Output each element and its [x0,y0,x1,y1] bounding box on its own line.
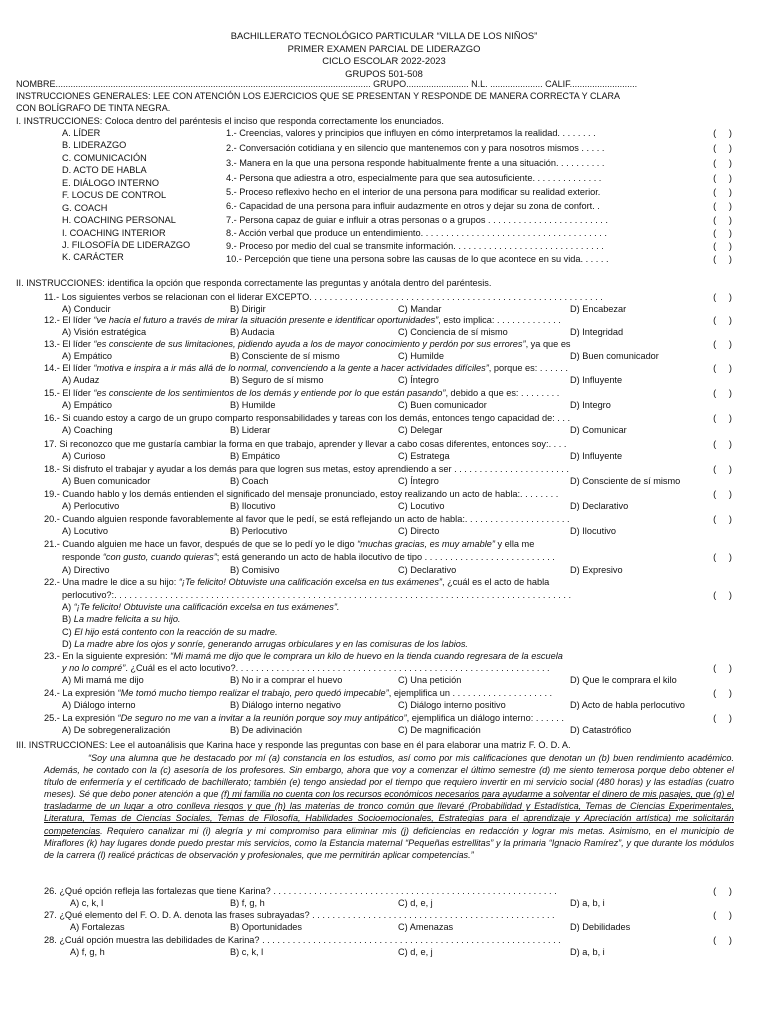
question-suffix: , debido a que es: . . . . . . . . [445,388,560,398]
section3-title: III. INSTRUCCIONES: Lee el autoanálisis que Karina hace y responde las preguntas con base en él para elaborar una matriz F. O. D. A. [16,740,571,750]
answer-option: D) Catastrófico [570,725,632,735]
statement-item: 10.- Percepción que tiene una persona sobre las causas de lo que acontece en su vida. . . . . . [226,254,609,264]
question-text: 18.- Si disfruto el trabajar y ayudar a los demás para que logren sus metas, estoy aprendiendo a ser . . . . . . . . . . . . . . . . . . . . . . . [44,464,569,474]
groups: GRUPOS 501-508 [345,67,423,79]
karina-passage [44,752,734,861]
answer-option: C) Conciencia de sí mismo [398,327,508,337]
quoted-phrase: “es consciente de los sentimientos de los demás y entiende por lo que están pasando” [93,388,446,398]
quoted-phrase: “motiva e inspira a ir más allá de lo normal, convenciendo a la gente a hacer actividades difíciles” [93,363,489,373]
answer-option: A) Perlocutivo [62,501,120,511]
term-item: J. FILOSOFÍA DE LIDERAZGO [62,240,191,250]
answer-option: B) Humilde [230,400,276,410]
quoted-phrase: “Me tomó mucho tiempo realizar el trabajo, pero quedó impecable” [117,688,389,698]
quoted-phrase: “Mi mamá me dijo que le comprara un kilo de huevo en la tienda cuando regresara de la escuela [170,651,563,661]
answer-option: B) Comisivo [230,565,280,575]
answer-option: A) Directivo [62,565,110,575]
answer-parentheses[interactable]: ( ) [713,935,732,945]
answer-option: C) De magnificación [398,725,481,735]
quoted-phrase: “muchas gracias, es muy amable” [357,539,495,549]
question-text: 20.- Cuando alguien responde favorablemente al favor que le pedí, se está reflejando un acto de habla:. . . . . . . . . . . . . . . . . . . . . [44,514,570,524]
question-suffix: , ¿cuál es el acto de habla [442,577,550,587]
answer-option: C) Íntegro [398,476,439,486]
question-prefix: 14.- El líder [44,363,94,373]
answer-option: D) a, b, i [570,947,605,957]
question-text: 16.- Si cuando estoy a cargo de un grupo comparto responsabilidades y tareas con los demás, entonces tengo capacidad de: . . . [44,413,571,423]
answer-parentheses[interactable]: ( ) [713,254,732,264]
answer-option: B) Ilocutivo [230,501,276,511]
answer-option: C) Mandar [398,304,442,314]
answer-option [62,639,468,649]
question-suffix: , esto implica: . . . . . . . . . . . . . [438,315,561,325]
answer-parentheses[interactable]: ( ) [713,187,732,197]
answer-option: A) Empático [62,351,113,361]
answer-option: D) Comunicar [570,425,627,435]
answer-option: D) Debilidades [570,922,631,932]
term-item: F. LOCUS DE CONTROL [62,190,167,200]
question-prefix: 23.- En la siguiente expresión: [44,651,171,661]
question-text: 27. ¿Qué elemento del F. O. D. A. denota las frases subrayadas? . . . . . . . . . . . . . . . . . . . . . . . . . . . . . . . . . . . . . . . . . . . . . . . . [44,910,555,920]
question-prefix: 22.- Una madre le dice a su hijo: [44,577,179,587]
quoted-phrase: “¡Te felicito! Obtuviste una calificación excelsa en tus exámenes” [178,577,442,587]
statement-item: 6.- Capacidad de una persona para influir audazmente en otros y dejar su zona de confort. . [226,201,600,211]
question-text [44,363,568,373]
answer-option: C) Humilde [398,351,444,361]
answer-option: C) Amenazas [398,922,454,932]
general-instructions-cont: CON BOLÍGRAFO DE TINTA NEGRA. [16,103,171,113]
question-text [44,688,552,698]
answer-parentheses[interactable]: ( ) [713,228,732,238]
answer-option: C) Declarativo [398,565,457,575]
answer-parentheses[interactable]: ( ) [713,215,732,225]
answer-parentheses[interactable]: ( ) [713,388,732,398]
term-item: A. LÍDER [62,128,101,138]
statement-item: 5.- Proceso reflexivo hecho en el interior de una persona para modificar su realidad exterior. [226,187,601,197]
answer-parentheses[interactable]: ( ) [713,143,732,153]
answer-parentheses[interactable]: ( ) [713,489,732,499]
option-letter: D) [62,639,75,649]
exam-header [0,30,768,80]
question-text [44,651,563,661]
student-info-line: NOMBRE.............................................................................................................................. GRUPO......................... N.L. ..................... CALIF........................... [16,79,638,89]
quoted-phrase: “es consciente de sus limitaciones, pidiendo ayuda a los de mayor conocimiento y perdón por sus errores” [93,339,526,349]
school-cycle: CICLO ESCOLAR 2022-2023 [322,55,446,66]
section2-title: II. INSTRUCCIONES: identifica la opción que responda correctamente las preguntas y anótala dentro del paréntesis. [16,278,492,288]
answer-option: A) Mi mamá me dijo [62,675,144,685]
exam-title: PRIMER EXAMEN PARCIAL DE LIDERAZGO [287,42,481,54]
question-suffix: , ejemplifica un diálogo interno: . . . . . . [406,713,564,723]
answer-option: D) Expresivo [570,565,623,575]
question-text-cont [62,663,550,673]
question-suffix: y ella me [494,539,535,549]
answer-option: C) d, e, j [398,898,433,908]
answer-option: B) Audacia [230,327,275,337]
statement-item: 4.- Persona que adiestra a otro, especialmente para que sea autosuficiente. . . . . . . . . . . . . . [226,173,602,183]
question-prefix: 12.- El líder [44,315,94,325]
term-item: H. COACHING PERSONAL [62,215,176,225]
answer-option: A) Curioso [62,451,106,461]
answer-option: B) Perlocutivo [230,526,288,536]
answer-option [62,602,339,612]
answer-option: D) Acto de habla perlocutivo [570,700,685,710]
answer-parentheses[interactable]: ( ) [713,663,732,673]
quoted-phrase: “ve hacia el futuro a través de mirar la situación presente e identificar oportunidades” [93,315,439,325]
answer-parentheses[interactable]: ( ) [713,292,732,302]
answer-option: B) Empático [230,451,281,461]
answer-parentheses[interactable]: ( ) [713,201,732,211]
option-text: La madre abre los ojos y sonríe, generando arrugas orbiculares y en las comisuras de los labios. [74,639,468,649]
answer-parentheses[interactable]: ( ) [713,413,732,423]
answer-option: C) Íntegro [398,375,439,385]
answer-option: D) Consciente de sí mismo [570,476,681,486]
answer-parentheses[interactable]: ( ) [713,158,732,168]
question-suffix: ; está generando un acto de habla ilocutivo de tipo . . . . . . . . . . . . . . . . . . . . . . . . . . [216,552,555,562]
answer-parentheses[interactable]: ( ) [713,464,732,474]
option-text: La madre felicita a su hijo. [73,614,181,624]
question-text [44,315,561,325]
answer-option: B) f, g, h [230,898,265,908]
quoted-phrase: y no lo compré” [62,663,126,673]
answer-parentheses[interactable]: ( ) [713,713,732,723]
answer-parentheses[interactable]: ( ) [713,439,732,449]
option-text: El hijo está contento con la reacción de su madre. [74,627,278,637]
question-text-cont: perlocutivo?:. . . . . . . . . . . . . . . . . . . . . . . . . . . . . . . . . . . . . . . . . . . . . . . . . . . . . . . . . . . . . . . . . . . . . . . . . . . . . . . . . . . . . . . . . . [62,590,572,600]
question-text [44,577,549,587]
question-prefix: 15.- El líder [44,388,94,398]
question-text [44,339,571,349]
answer-option: D) Integro [570,400,611,410]
answer-parentheses[interactable]: ( ) [713,886,732,896]
option-letter: C) [62,627,75,637]
answer-option: A) f, g, h [70,947,105,957]
question-text [44,539,734,549]
answer-parentheses[interactable]: ( ) [713,339,732,349]
statement-item: 8.- Acción verbal que produce un entendimiento. . . . . . . . . . . . . . . . . . . . . . . . . . . . . . . . . . . . . [226,228,607,238]
question-text-cont [62,552,555,562]
term-item: E. DIÁLOGO INTERNO [62,178,159,188]
statement-item: 2.- Conversación cotidiana y en silencio que mantenemos con y para nosotros mismos . . . . . [226,143,605,153]
answer-option: A) De sobregeneralización [62,725,171,735]
statement-item: 9.- Proceso por medio del cual se transmite información. . . . . . . . . . . . . . . . . . . . . . . . . . . . . . [226,241,604,251]
answer-option: A) Buen comunicador [62,476,151,486]
question-suffix: , porque es: . . . . . . [488,363,568,373]
option-text: “¡Te felicito! Obtuviste una calificación excelsa en tus exámenes”. [73,602,340,612]
question-prefix: 13.- El líder [44,339,94,349]
general-instructions: INSTRUCCIONES GENERALES: LEE CON ATENCIÓN LOS EJERCICIOS QUE SE PRESENTAN Y RESPONDE DE MANERA CORRECTA Y CLARA [16,91,620,101]
question-text: 11.- Los siguientes verbos se relacionan con el liderar EXCEPTO. . . . . . . . . . . . . . . . . . . . . . . . . . . . . . . . . . . . . . . . . . . . . . . . . . . . . . . . . . [44,292,603,302]
passage-text: “Soy una alumna que he destacado por mí (a) constancia en los estudios, así como por mis calificaciones que denotan un (b) buen rendimiento académico. Además, he contado con la (c) asesoría de los profesores. Sin embargo, ahora que voy a comenzar el último semestre (d) me siento temerosa porque debo obtener el título de enfermería y el certificado de bachillerato; también (e) tengo ansiedad por el tiempo que requiero invertir en mi servicio social (480 horas) y las estadías (cuatro meses). Sé que debo poner atención a que [44,753,734,800]
question-prefix: 21.- Cuando alguien me hace un favor, después de que se lo pedí yo le digo [44,539,358,549]
question-prefix: 24.- La expresión [44,688,118,698]
answer-option: A) Fortalezas [70,922,125,932]
answer-parentheses[interactable]: ( ) [713,688,732,698]
answer-option: C) Diálogo interno positivo [398,700,506,710]
passage-text: . Requiero canalizar mi (i) alegría y mi compromiso para eliminar mis (j) deficiencias en redacción y lograr mis metas. Asimismo, en el municipio de Miraflores (k) hay lugares donde puedo prestar mis servicios, como la Estancia maternal “Pequeñas estrellitas” y la primaria “Ignacio Ramírez”, y que durante los módulos de la carrera (l) realicé prácticas de observación y profesionales, que me permitirán aplicar competencias.” [44,825,734,860]
answer-option: B) Dirigir [230,304,266,314]
quoted-phrase: “con gusto, cuando quieras” [102,552,217,562]
term-item: B. LIDERAZGO [62,140,127,150]
answer-option: B) De adivinación [230,725,303,735]
term-item: G. COACH [62,203,108,213]
question-text: 17. Si reconozco que me gustaría cambiar la forma en que trabajo, aprender y llevar a cabo cosas diferentes, entonces soy:. . . . [44,439,567,449]
answer-option: D) Ilocutivo [570,526,616,536]
answer-option: B) Oportunidades [230,922,303,932]
answer-option: A) Empático [62,400,113,410]
answer-parentheses[interactable]: ( ) [713,128,732,138]
answer-option: D) a, b, i [570,898,605,908]
answer-option: A) Locutivo [62,526,108,536]
answer-option: A) Visión estratégica [62,327,147,337]
answer-option: A) c, k, l [70,898,104,908]
answer-option: C) Estratega [398,451,450,461]
answer-option: B) Diálogo interno negativo [230,700,341,710]
answer-parentheses[interactable]: ( ) [713,315,732,325]
school-name: BACHILLERATO TECNOLÓGICO PARTICULAR “VILLA DE LOS NIÑOS” [230,30,538,41]
question-suffix: , ya que es [525,339,571,349]
answer-option: D) Buen comunicador [570,351,659,361]
answer-option: C) Directo [398,526,440,536]
answer-parentheses[interactable]: ( ) [713,173,732,183]
answer-option: D) Declarativo [570,501,629,511]
question-text: 28. ¿Cuál opción muestra las debilidades de Karina? . . . . . . . . . . . . . . . . . . . . . . . . . . . . . . . . . . . . . . . . . . . . . . . . . . . . . . . . . . . [44,935,561,945]
term-item: C. COMUNICACIÓN [62,153,147,163]
question-prefix: responde [62,552,103,562]
answer-option: C) d, e, j [398,947,433,957]
answer-option: D) Integridad [570,327,624,337]
answer-option: D) Influyente [570,451,623,461]
question-prefix: 25.- La expresión [44,713,118,723]
answer-option: D) Encabezar [570,304,627,314]
question-text [44,388,559,398]
answer-option: A) Conducir [62,304,111,314]
answer-option: D) Que le comprara el kilo [570,675,677,685]
option-letter: B) [62,614,74,624]
answer-option: C) Delegar [398,425,443,435]
question-suffix: . ¿Cuál es el acto locutivo?. . . . . . . . . . . . . . . . . . . . . . . . . . . . . . . . . . . . . . . . . . . . . . . . . . . . . . . . . . . . . . [125,663,550,673]
option-letter: A) [62,602,74,612]
quoted-phrase: “De seguro no me van a invitar a la reunión porque soy muy antipático” [117,713,407,723]
answer-option [62,614,180,624]
question-suffix: , ejemplifica un . . . . . . . . . . . . . . . . . . . . [388,688,553,698]
statement-item: 1.- Creencias, valores y principios que influyen en cómo interpretamos la realidad. . . . . . . . [226,128,596,138]
answer-option: A) Coaching [62,425,113,435]
answer-option: A) Diálogo interno [62,700,136,710]
term-item: D. ACTO DE HABLA [62,165,147,175]
answer-option: D) Influyente [570,375,623,385]
answer-option: C) Buen comunicador [398,400,487,410]
answer-parentheses[interactable]: ( ) [713,552,732,562]
answer-option: B) Consciente de sí mismo [230,351,340,361]
answer-option: B) Coach [230,476,269,486]
section1-title: I. INSTRUCCIONES: Coloca dentro del paréntesis el inciso que responda correctamente los enunciados. [16,116,444,126]
question-text [44,713,564,723]
answer-parentheses[interactable]: ( ) [713,363,732,373]
answer-option: C) Una petición [398,675,462,685]
answer-parentheses[interactable]: ( ) [713,910,732,920]
answer-option: B) No ir a comprar el huevo [230,675,343,685]
term-item: K. CARÁCTER [62,252,124,262]
answer-option: B) Liderar [230,425,271,435]
statement-item: 7.- Persona capaz de guiar e influir a otras personas o a grupos . . . . . . . . . . . . . . . . . . . . . . . . [226,215,608,225]
answer-parentheses[interactable]: ( ) [713,241,732,251]
answer-parentheses[interactable]: ( ) [713,590,732,600]
underlined-phrase: (f) mi familia no cuenta con los recursos económicos necesarios para ayudarme a solventar el dinero de mis pasajes, que (g) el trasladarme de un lugar a otro conlleva riesgos y que (h) las materias de tronco común que llevaré (Probabilidad y Estadística, Temas de Ciencias Experimentales, Literatura, Temas de Ciencias Sociales, Temas de Filosofía, Habilidades Socioemocionales, Estrategias para el aprendizaje y Apreciación artística) me solicitarán competencias [44,789,734,836]
answer-option: B) Seguro de sí mismo [230,375,324,385]
answer-option [62,627,278,637]
answer-option: C) Locutivo [398,501,445,511]
answer-parentheses[interactable]: ( ) [713,514,732,524]
question-text: 26. ¿Qué opción refleja las fortalezas que tiene Karina? . . . . . . . . . . . . . . . . . . . . . . . . . . . . . . . . . . . . . . . . . . . . . . . . . . . . . . . . [44,886,557,896]
answer-option: A) Audaz [62,375,100,385]
statement-item: 3.- Manera en la que una persona responde habitualmente frente a una situación. . . . . . . . . . [226,158,605,168]
term-item: I. COACHING INTERIOR [62,228,166,238]
answer-option: B) c, k, l [230,947,264,957]
question-text: 19.- Cuando hablo y los demás entienden el significado del mensaje pronunciado, estoy realizando un acto de habla:. . . . . . . . [44,489,559,499]
